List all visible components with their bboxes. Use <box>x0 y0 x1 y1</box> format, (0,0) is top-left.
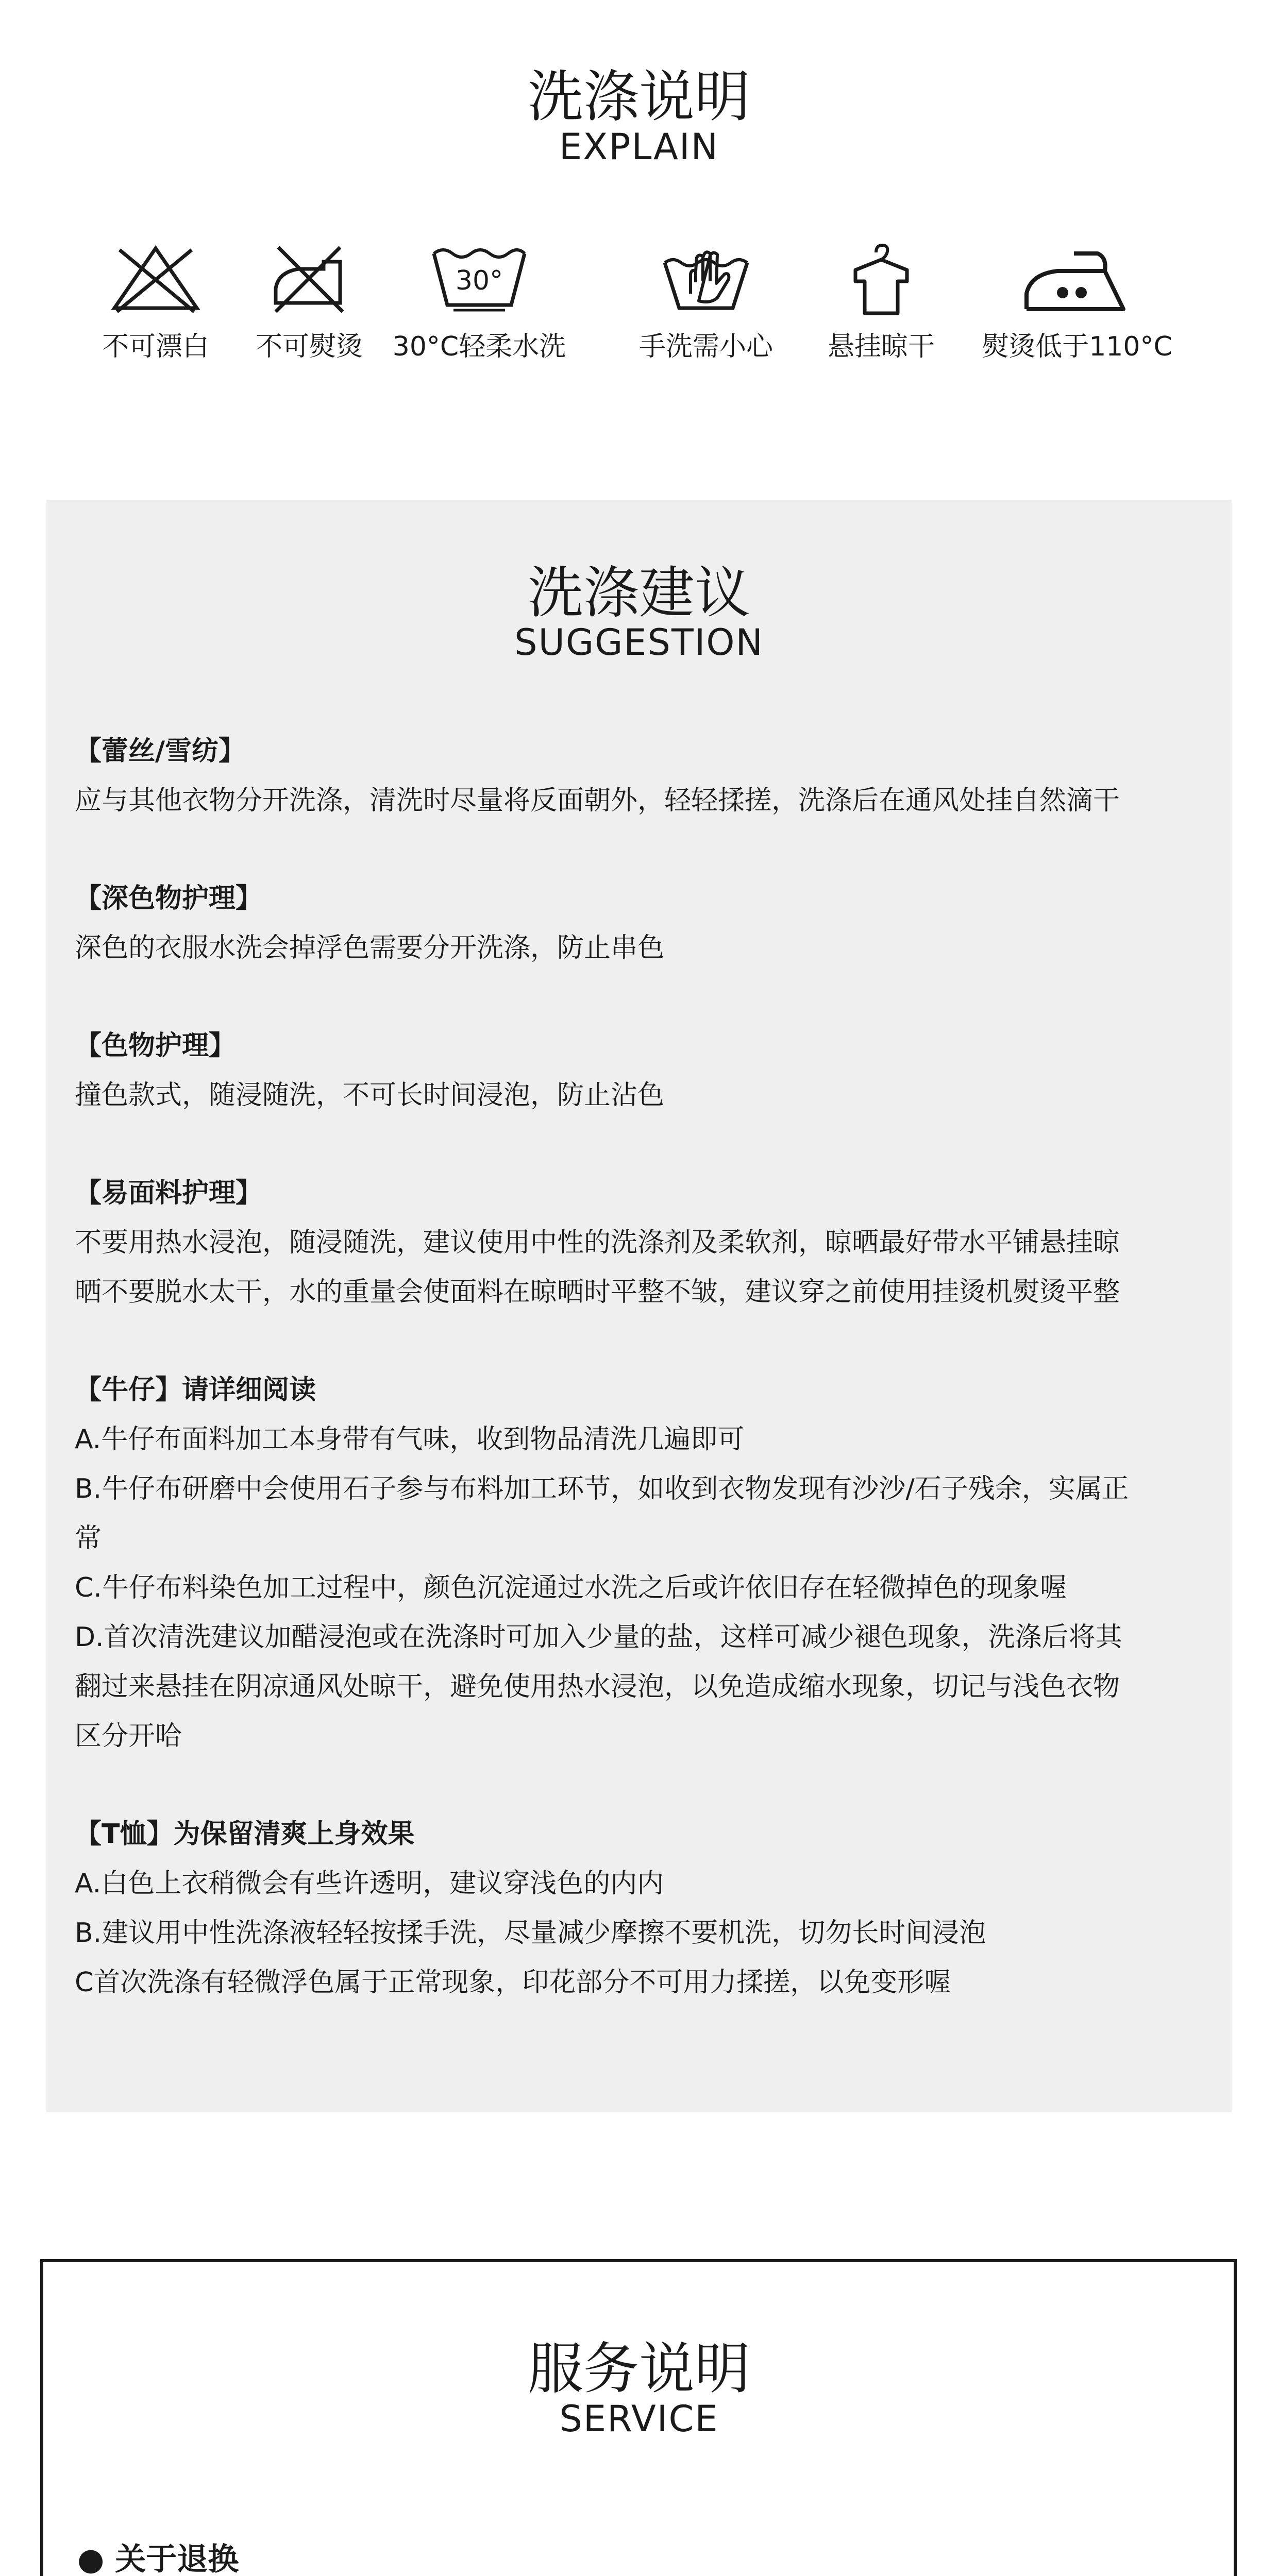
section-tshirt <box>75 1809 1224 2007</box>
section-title: 【深色物护理】 <box>75 883 263 914</box>
section-fabric-care <box>75 1168 1224 1317</box>
section-color-care <box>75 1021 1224 1120</box>
no-bleach-icon <box>109 242 202 314</box>
service-title: 服务说明 <box>527 2337 750 2401</box>
section-title: 【牛仔】请详细阅读 <box>75 1375 316 1405</box>
care-label-wash-30: 30°C轻柔水洗 <box>392 331 566 362</box>
section-line: A.白色上衣稍微会有些许透明，建议穿浅色的内内 <box>75 1868 664 1899</box>
suggestion-title: 洗涤建议 <box>527 561 750 625</box>
section-line: 撞色款式，随浸随洗，不可长时间浸泡，防止沾色 <box>75 1080 665 1111</box>
hang-dry-icon <box>835 242 928 319</box>
no-iron-icon <box>263 242 356 314</box>
section-title: 【易面料护理】 <box>75 1178 263 1209</box>
section-line: 深色的衣服水洗会掉浮色需要分开洗涤，防止串色 <box>75 933 665 963</box>
section-line: D.首次清洗建议加醋浸泡或在洗涤时可加入少量的盐，这样可减少褪色现象，洗涤后将其 <box>75 1622 1122 1653</box>
section-title: 【蕾丝/雪纺】 <box>75 736 245 767</box>
section-line: B.牛仔布研磨中会使用石子参与布料加工环节，如收到衣物发现有沙沙/石子残余，实属正 <box>75 1473 1129 1504</box>
iron-low-icon <box>1020 242 1134 314</box>
section-line: A.牛仔布面料加工本身带有气味，收到物品清洗几遍即可 <box>75 1424 745 1455</box>
section-line: C.牛仔布料染色加工过程中，颜色沉淀通过水洗之后或许依旧存在轻微掉色的现象喔 <box>75 1572 1067 1603</box>
section-line: 翻过来悬挂在阴凉通风处晾干，避免使用热水浸泡，以免造成缩水现象，切记与浅色衣物 <box>75 1671 1120 1702</box>
care-label-iron-low: 熨烫低于110°C <box>982 331 1172 362</box>
section-line: 应与其他衣物分开洗涤，清洗时尽量将反面朝外，轻轻揉搓，洗涤后在通风处挂自然滴干 <box>75 785 1120 816</box>
care-label-hand-wash: 手洗需小心 <box>638 331 773 362</box>
hand-wash-icon <box>660 242 752 314</box>
wash-30-icon <box>428 242 531 314</box>
service-subtitle: SERVICE <box>559 2398 719 2440</box>
wash-temp-badge: 30° <box>455 265 503 296</box>
explain-subtitle: EXPLAIN <box>559 126 719 168</box>
section-line: B.建议用中性洗涤液轻轻按揉手洗，尽量减少摩擦不要机洗，切勿长时间浸泡 <box>75 1918 986 1948</box>
care-label-hang-dry: 悬挂晾干 <box>827 331 935 362</box>
care-icon-iron-low <box>969 242 1185 366</box>
section-denim <box>75 1365 1224 1761</box>
section-line: C首次洗涤有轻微浮色属于正常现象，印花部分不可用力揉搓，以免变形喔 <box>75 1967 951 1998</box>
section-line: 晒不要脱水太干，水的重量会使面料在晾晒时平整不皱，建议穿之前使用挂烫机熨烫平整 <box>75 1277 1120 1308</box>
section-lace-chiffon <box>75 726 1224 825</box>
explain-title: 洗涤说明 <box>527 65 750 129</box>
section-line: 常 <box>75 1523 102 1554</box>
section-dark-care <box>75 874 1224 973</box>
care-icon-wash-30 <box>371 242 587 366</box>
care-label-no-bleach: 不可漂白 <box>102 331 209 362</box>
section-line: 区分开哈 <box>75 1721 182 1752</box>
section-line: 不要用热水浸泡，随浸随洗，建议使用中性的洗涤剂及柔软剂，晾晒最好带水平铺悬挂晾 <box>75 1227 1120 1258</box>
service-item-returns: ● 关于退换 <box>77 2541 239 2576</box>
care-label-no-iron: 不可熨烫 <box>255 331 363 362</box>
section-title: 【色物护理】 <box>75 1030 236 1061</box>
section-title: 【T恤】为保留清爽上身效果 <box>75 1819 415 1850</box>
care-icon-hang-dry <box>773 242 989 366</box>
suggestion-subtitle: SUGGESTION <box>514 621 764 664</box>
